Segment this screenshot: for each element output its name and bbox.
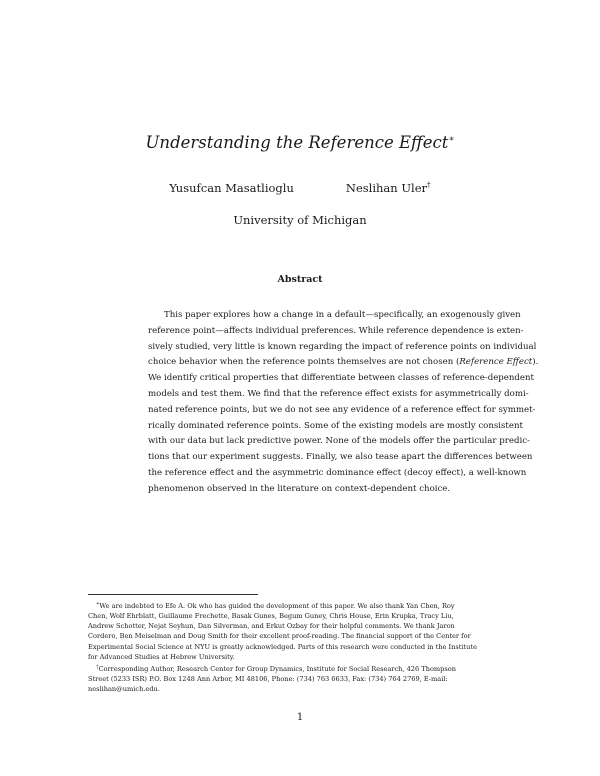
footnote-line: Experimental Social Science at NYU is greatly acknowledged. Parts of this research were conducted in the Institute (88, 642, 477, 651)
abstract-emphasis: Reference Effect (459, 357, 533, 368)
abstract-heading: Abstract (277, 274, 323, 285)
abstract-line: This paper explores how a change in a default—specifically, an exogenously given (164, 310, 521, 320)
footnote-line: for Advanced Studies at Hebrew University. (88, 652, 235, 661)
footnotes (88, 599, 512, 694)
author-name: Neslihan Uler† (345, 180, 431, 195)
abstract-line: nated reference points, but we do not see any evidence of a reference effect for symmet- (148, 404, 536, 415)
page-number: 1 (296, 712, 304, 723)
abstract-line: with our data but lack predictive power. None of the models offer the particular predic- (148, 436, 530, 447)
abstract-line: rically dominated reference points. Some of the existing models are mostly consistent (148, 420, 523, 431)
author-list (0, 180, 600, 195)
footnote-line: †Corresponding Author, Research Center for Group Dynamics, Institute for Social Research, 426 Thompson (96, 663, 456, 673)
footnote-line: Chen, Wolf Ehrblatt, Guillaume Frechette, Basak Gunes, Begum Guney, Chris House, Erin Krupka, Tracy Liu, (88, 612, 454, 621)
footnote-line: Andrew Schotter, Nejat Seyhun, Dan Silverman, and Erkut Ozbay for their helpful comments. We thank Jaron (88, 622, 455, 631)
footnote-line: Cordero, Ben Meiselman and Doug Smith for their excellent proof-reading. The financial support of the Center for (88, 632, 471, 641)
abstract-line: sively studied, very little is known regarding the impact of reference points on individual (148, 341, 537, 352)
footnote-line: neslihan@umich.edu. (88, 685, 160, 694)
paper-title (0, 133, 600, 152)
abstract-body (148, 308, 539, 498)
author-footnote-marker: † (427, 180, 431, 189)
footnote-marker: † (96, 663, 99, 670)
abstract-line: choice behavior when the reference points themselves are not chosen (Reference Effect). (148, 357, 539, 368)
footnote-line: Street (5233 ISR) P.O. Box 1248 Ann Arbor, MI 48106, Phone: (734) 763 6633, Fax: (734) 764 2769, E-mail: (88, 675, 448, 684)
abstract-line: We identify critical properties that differentiate between classes of reference-dependent (148, 373, 534, 384)
affiliation: University of Michigan (233, 213, 367, 227)
title-footnote-marker: ∗ (448, 134, 455, 145)
author-name: Yusufcan Masatlioglu (169, 180, 294, 195)
footnote-line: ∗We are indebted to Efe A. Ok who has guided the development of this paper. We also thank Yan Chen, Roy (96, 601, 455, 611)
footnote-divider (88, 594, 258, 595)
abstract-line: models and test them. We find that the reference effect exists for asymmetrically domi- (148, 388, 529, 399)
title-text: Understanding the Reference Effect (145, 133, 449, 152)
abstract-line: reference point—affects individual preferences. While reference dependence is exten- (148, 325, 524, 336)
abstract-line: tions that our experiment suggests. Finally, we also tease apart the differences between (148, 452, 533, 463)
footnote-marker: ∗ (96, 601, 100, 607)
abstract-line: phenomenon observed in the literature on context-dependent choice. (148, 483, 451, 494)
abstract-line: the reference effect and the asymmetric dominance effect (decoy effect), a well-known (148, 467, 527, 478)
